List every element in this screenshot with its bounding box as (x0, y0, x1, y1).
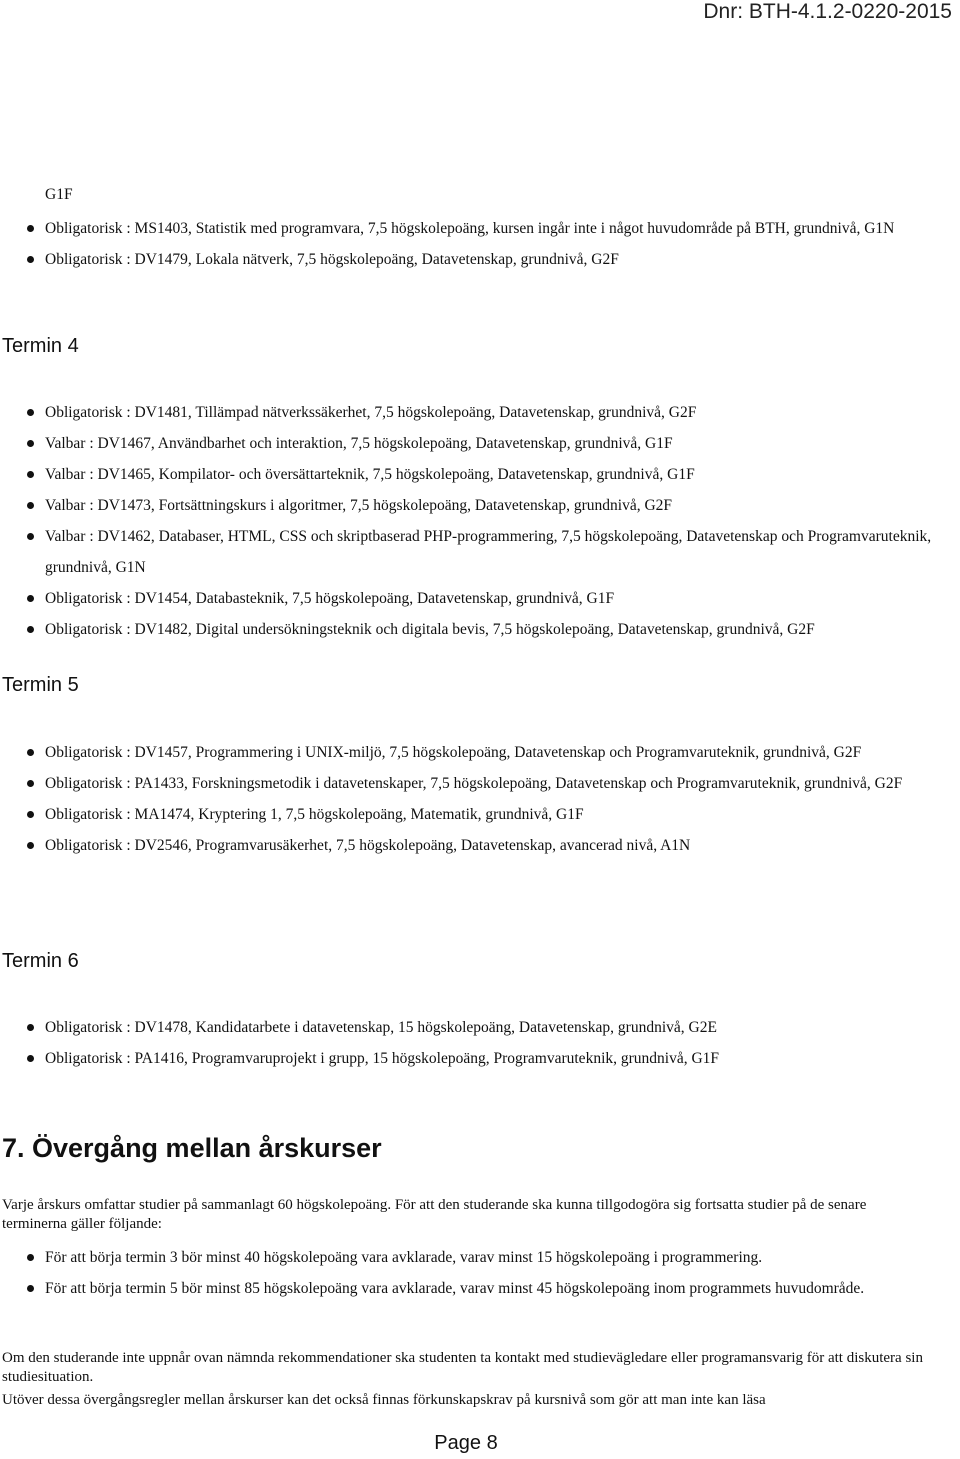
course-item: Obligatorisk : DV2546, Programvarusäkerhet, 7,5 högskolepoäng, Datavetenskap, avancerad nivå, A1N (0, 830, 960, 861)
course-item: Obligatorisk : MA1474, Kryptering 1, 7,5 högskolepoäng, Matematik, grundnivå, G1F (0, 799, 960, 830)
course-item: Obligatorisk : DV1478, Kandidatarbete i datavetenskap, 15 högskolepoäng, Datavetenskap, grundnivå, G2E (0, 1012, 960, 1043)
prerequisite-paragraph: Utöver dessa övergångsregler mellan årskurser kan det också finnas förkunskapskrav på kursnivå som gör att man inte kan läsa (2, 1392, 766, 1408)
course-item: Valbar : DV1473, Fortsättningskurs i algoritmer, 7,5 högskolepoäng, Datavetenskap, grundnivå, G2F (0, 490, 960, 521)
course-item: Obligatorisk : DV1481, Tillämpad nätverkssäkerhet, 7,5 högskolepoäng, Datavetenskap, grundnivå, G2F (0, 397, 960, 428)
course-item: Obligatorisk : PA1433, Forskningsmetodik i datavetenskaper, 7,5 högskolepoäng, Datavetenskap och Programvaruteknik, grundnivå, G2F (0, 768, 960, 799)
course-item: Obligatorisk : PA1416, Programvaruprojekt i grupp, 15 högskolepoäng, Programvaruteknik, grundnivå, G1F (0, 1043, 960, 1074)
section-7-intro: Varje årskurs omfattar studier på sammanlagt 60 högskolepoäng. För att den studerande ska kunna tillgodogöra sig fortsatta studier på de senare terminerna gäller följande: (2, 1197, 867, 1232)
document-number: Dnr: BTH-4.1.2-0220-2015 (703, 0, 952, 23)
term-4-course-list (0, 397, 960, 645)
course-item: Obligatorisk : MS1403, Statistik med programvara, 7,5 högskolepoäng, kursen ingår inte i något huvudområde på BTH, grundnivå, G1N (0, 213, 960, 244)
course-item: Valbar : DV1467, Användbarhet och interaktion, 7,5 högskolepoäng, Datavetenskap, grundnivå, G1F (0, 428, 960, 459)
course-item: Obligatorisk : DV1479, Lokala nätverk, 7,5 högskolepoäng, Datavetenskap, grundnivå, G2F (0, 244, 960, 275)
course-item: Valbar : DV1465, Kompilator- och översättarteknik, 7,5 högskolepoäng, Datavetenskap, grundnivå, G1F (0, 459, 960, 490)
term-5-heading: Termin 5 (2, 674, 79, 696)
continued-course-list (0, 213, 960, 275)
rule-item: För att börja termin 3 bör minst 40 högskolepoäng vara avklarade, varav minst 15 högskolepoäng i programmering. (0, 1242, 960, 1273)
term-4-heading: Termin 4 (2, 335, 79, 357)
term-5-course-list (0, 737, 960, 861)
course-item: Obligatorisk : DV1482, Digital undersökningsteknik och digitala bevis, 7,5 högskolepoäng, Datavetenskap, grundnivå, G2F (0, 614, 960, 645)
recommendation-paragraph: Om den studerande inte uppnår ovan nämnda rekommendationer ska studenten ta kontakt med studievägledare eller programansvarig för att diskutera sin studiesituation. (2, 1350, 923, 1385)
transition-rules-list (0, 1242, 960, 1304)
section-7-heading: 7. Övergång mellan årskurser (2, 1133, 382, 1163)
course-item: Valbar : DV1462, Databaser, HTML, CSS och skriptbaserad PHP-programmering, 7,5 högskolepoäng, Datavetenskap och Programvaruteknik, grundnivå, G1N (0, 521, 960, 583)
term-6-heading: Termin 6 (2, 950, 79, 972)
page-number: Page 8 (434, 1432, 498, 1454)
rule-item: För att börja termin 5 bör minst 85 högskolepoäng vara avklarade, varav minst 45 högskolepoäng inom programmets huvudområde. (0, 1273, 960, 1304)
course-item: Obligatorisk : DV1454, Databasteknik, 7,5 högskolepoäng, Datavetenskap, grundnivå, G1F (0, 583, 960, 614)
continued-level-label: G1F (45, 186, 73, 203)
term-6-course-list (0, 1012, 960, 1074)
course-item: Obligatorisk : DV1457, Programmering i UNIX-miljö, 7,5 högskolepoäng, Datavetenskap och Programvaruteknik, grundnivå, G2F (0, 737, 960, 768)
